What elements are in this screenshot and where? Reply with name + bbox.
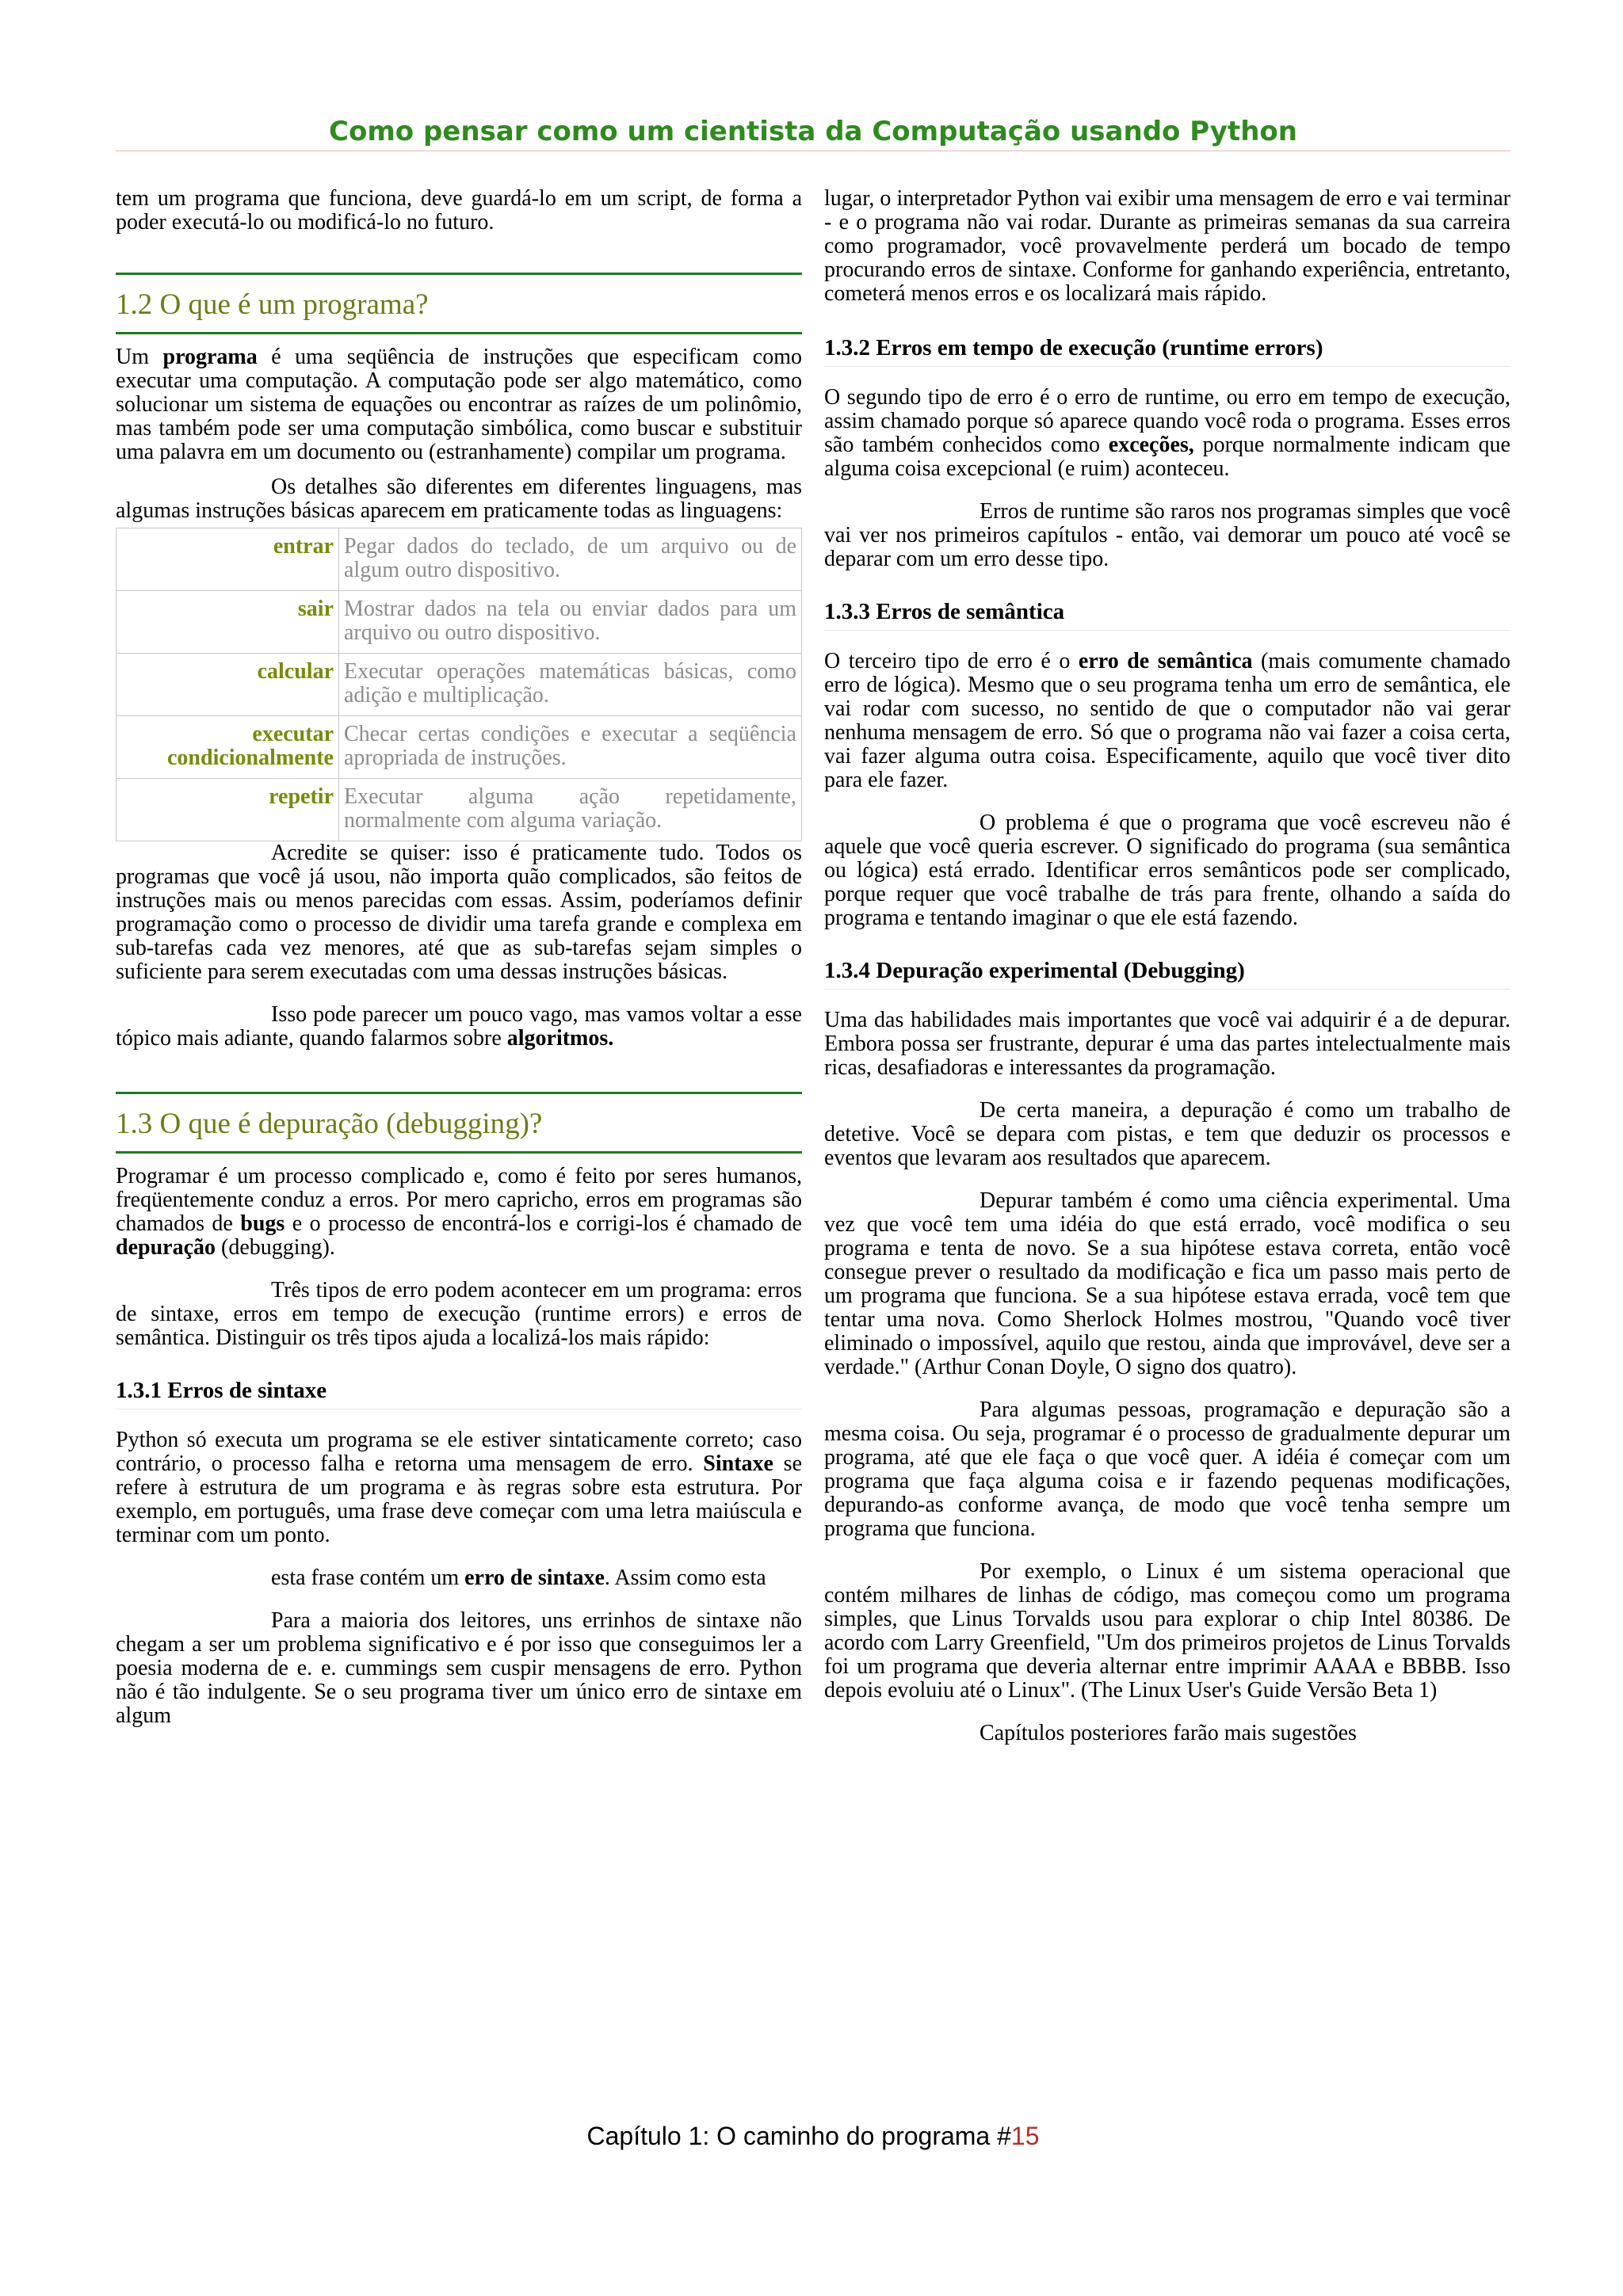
paragraph: Um programa é uma seqüência de instruções que especificam como executar uma computação. A computação pode ser algo matemático, como solucionar um sistema de equações ou encontrar as raízes de um polinômio, mas também pode ser uma computação simbólica, como buscar e substituir uma palavra em um documento ou (estranhamente) compilar um programa. bbox=[116, 345, 803, 464]
paragraph: Os detalhes são diferentes em diferentes linguagens, mas algumas instruções básicas aparecem em praticamente todas as linguagens: bbox=[116, 475, 802, 523]
table-row bbox=[116, 591, 802, 654]
term-erro-de-sintaxe: erro de sintaxe bbox=[464, 1566, 605, 1590]
section-heading-1-3: 1.3 O que é depuração (debugging)? bbox=[116, 1092, 802, 1154]
footer-chapter-label: Capítulo 1: O caminho do programa # bbox=[586, 2122, 1011, 2150]
paragraph: Capítulos posteriores farão mais sugestões bbox=[980, 1721, 1357, 1745]
table-term: repetir bbox=[116, 779, 339, 841]
table-definition: Checar certas condições e executar a seqüência apropriada de instruções. bbox=[339, 716, 802, 779]
paragraph: Acredite se quiser: isso é praticamente tudo. Todos os programas que você já usou, não importa quão complicados, são feitos de instruções mais ou menos parecidas com essas. Assim, poderíamos definir programação como o processo de dividir uma tarefa grande e complexa em sub-tarefas cada vez menores, até que as sub-tarefas sejam simples o suficiente para serem executadas com uma dessas instruções básicas. bbox=[116, 841, 802, 984]
paragraph: De certa maneira, a depuração é como um trabalho de detetive. Você se depara com pistas, e tem que deduzir os processos e eventos que levaram aos resultados que aparecem. bbox=[824, 1098, 1510, 1170]
table-row bbox=[116, 716, 802, 779]
paragraph: O problema é que o programa que você escreveu não é aquele que você queria escrever. O significado do programa (sua semântica ou lógica) está errado. Identificar erros semânticos pode ser complicado, porque requer que você trabalhe de trás para frente, olhando a saída do programa e tentando imaginar o que ele está fazendo. bbox=[824, 810, 1510, 930]
subsection-heading-1-3-3: 1.3.3 Erros de semântica bbox=[824, 598, 1510, 631]
table-row bbox=[116, 654, 802, 716]
left-column bbox=[116, 187, 802, 1728]
table-definition: Executar alguma ação repetidamente, normalmente com alguma variação. bbox=[339, 779, 802, 841]
paragraph: Para algumas pessoas, programação e depuração são a mesma coisa. Ou seja, programar é o processo de gradualmente depurar um programa, até que ele faça o que você quer. A idéia é começar com um programa que faça alguma coisa e ir fazendo pequenas modificações, depurando-as conforme avança, de modo que você tenha sempre um programa que funciona. bbox=[824, 1398, 1510, 1541]
table-definition: Executar operações matemáticas básicas, como adição e multiplicação. bbox=[339, 654, 802, 716]
term-programa: programa bbox=[162, 345, 258, 369]
paragraph: Três tipos de erro podem acontecer em um programa: erros de sintaxe, erros em tempo de execução (runtime errors) e erros de semântica. Distinguir os três tipos ajuda a localizá-los mais rápido: bbox=[116, 1278, 802, 1350]
term-erro-de-semantica: erro de semântica bbox=[1078, 649, 1253, 673]
subsection-heading-1-3-2: 1.3.2 Erros em tempo de execução (runtime errors) bbox=[824, 334, 1510, 367]
paragraph: Por exemplo, o Linux é um sistema operacional que contém milhares de linhas de código, mas começou como um programa simples, que Linus Torvalds usou para explorar o chip Intel 80386. De acordo com Larry Greenfield, "Um dos primeiros projetos de Linus Torvalds foi um programa que deveria alternar entre imprimir AAAA e BBBB. Isso depois evoluiu até o Linux". (The Linux User's Guide Versão Beta 1) bbox=[824, 1559, 1510, 1703]
paragraph: Depurar também é como uma ciência experimental. Uma vez que você tem uma idéia do que está errado, você modifica o seu programa e tenta de novo. Se a sua hipótese estava correta, então você consegue prever o resultado da modificação e fica um passo mais perto de um programa que funciona. Se a sua hipótese estava errada, você tem que tentar uma nova. Como Sherlock Holmes mostrou, "Quando você tiver eliminado o impossível, aquilo que restou, ainda que improvável, deve ser a verdade." (Arthur Conan Doyle, O signo dos quatro). bbox=[824, 1188, 1510, 1379]
subsection-heading-1-3-1: 1.3.1 Erros de sintaxe bbox=[116, 1377, 802, 1409]
paragraph: O terceiro tipo de erro é o erro de semântica (mais comumente chamado erro de lógica). Mesmo que o seu programa tenha um erro de semântica, ele vai rodar com sucesso, no sentido de que o computador não vai gerar nenhuma mensagem de erro. Só que o programa não vai fazer a coisa certa, vai fazer alguma outra coisa. Especificamente, aquilo que você tiver dito para ele fazer. bbox=[824, 649, 1510, 792]
section-heading-1-2: 1.2 O que é um programa? bbox=[116, 273, 802, 334]
page-number: 15 bbox=[1010, 2122, 1040, 2150]
right-column bbox=[824, 187, 1510, 1745]
table-term: sair bbox=[116, 591, 339, 654]
paragraph: O segundo tipo de erro é o erro de runtime, ou erro em tempo de execução, assim chamado porque só aparece quando você roda o programa. Esses erros são também conhecidos como exceções, porque normalmente indicam que alguma coisa excepcional (e ruim) aconteceu. bbox=[824, 385, 1510, 481]
term-bugs: bugs bbox=[240, 1211, 285, 1236]
paragraph: esta frase contém um erro de sintaxe. Assim como esta bbox=[271, 1566, 766, 1590]
paragraph: Erros de runtime são raros nos programas simples que você vai ver nos primeiros capítulos - então, vai demorar um pouco até você se deparar com um erro desse tipo. bbox=[824, 499, 1510, 571]
term-algoritmos: algoritmos. bbox=[506, 1026, 614, 1051]
paragraph: Python só executa um programa se ele estiver sintaticamente correto; caso contrário, o processo falha e retorna uma mensagem de erro. Sintaxe se refere à estrutura de um programa e às regras sobre esta estrutura. Por exemplo, em português, uma frase deve começar com uma letra maiúscula e terminar com um ponto. bbox=[116, 1428, 803, 1547]
instruction-table bbox=[116, 528, 802, 841]
table-definition: Pegar dados do teclado, de um arquivo ou de algum outro dispositivo. bbox=[339, 528, 802, 591]
table-term: executar condicionalmente bbox=[116, 716, 339, 779]
table-term: entrar bbox=[116, 528, 339, 591]
table-term: calcular bbox=[116, 654, 339, 716]
term-sintaxe: Sintaxe bbox=[703, 1451, 773, 1476]
subsection-heading-1-3-4: 1.3.4 Depuração experimental (Debugging) bbox=[824, 957, 1510, 990]
table-definition: Mostrar dados na tela ou enviar dados para um arquivo ou outro dispositivo. bbox=[339, 591, 802, 654]
paragraph: tem um programa que funciona, deve guardá-lo em um script, de forma a poder executá-lo ou modificá-lo no futuro. bbox=[116, 186, 802, 235]
running-header: Como pensar como um cientista da Computação usando Python bbox=[329, 116, 1297, 147]
paragraph: Uma das habilidades mais importantes que você vai adquirir é a de depurar. Embora possa ser frustrante, depurar é uma das partes intelectualmente mais ricas, desafiadoras e interessantes da programação. bbox=[824, 1008, 1510, 1080]
paragraph: Programar é um processo complicado e, como é feito por seres humanos, freqüentemente conduz a erros. Por mero capricho, erros em programas são chamados de bugs e o processo de encontrá-los e corrigi-los é chamado de depuração (debugging). bbox=[116, 1164, 802, 1260]
paragraph: lugar, o interpretador Python vai exibir uma mensagem de erro e vai terminar - e o programa não vai rodar. Durante as primeiras semanas da sua carreira como programador, você provavelmente perderá um bocado de tempo procurando erros de sintaxe. Conforme for ganhando experiência, entretanto, cometerá menos erros e os localizará mais rápido. bbox=[824, 186, 1510, 306]
table-row bbox=[116, 779, 802, 841]
page-footer bbox=[116, 2120, 1510, 2152]
paragraph: Para a maioria dos leitores, uns errinhos de sintaxe não chegam a ser um problema significativo e é por isso que conseguimos ler a poesia moderna de e. e. cummings sem cuspir mensagens de erro. Python não é tão indulgente. Se o seu programa tiver um único erro de sintaxe em algum bbox=[116, 1608, 802, 1728]
term-depuracao: depuração bbox=[116, 1235, 216, 1260]
term-excecoes: exceções, bbox=[1108, 433, 1194, 457]
table-row bbox=[116, 528, 802, 591]
paragraph: Isso pode parecer um pouco vago, mas vamos voltar a esse tópico mais adiante, quando falarmos sobre algoritmos. bbox=[116, 1002, 802, 1051]
